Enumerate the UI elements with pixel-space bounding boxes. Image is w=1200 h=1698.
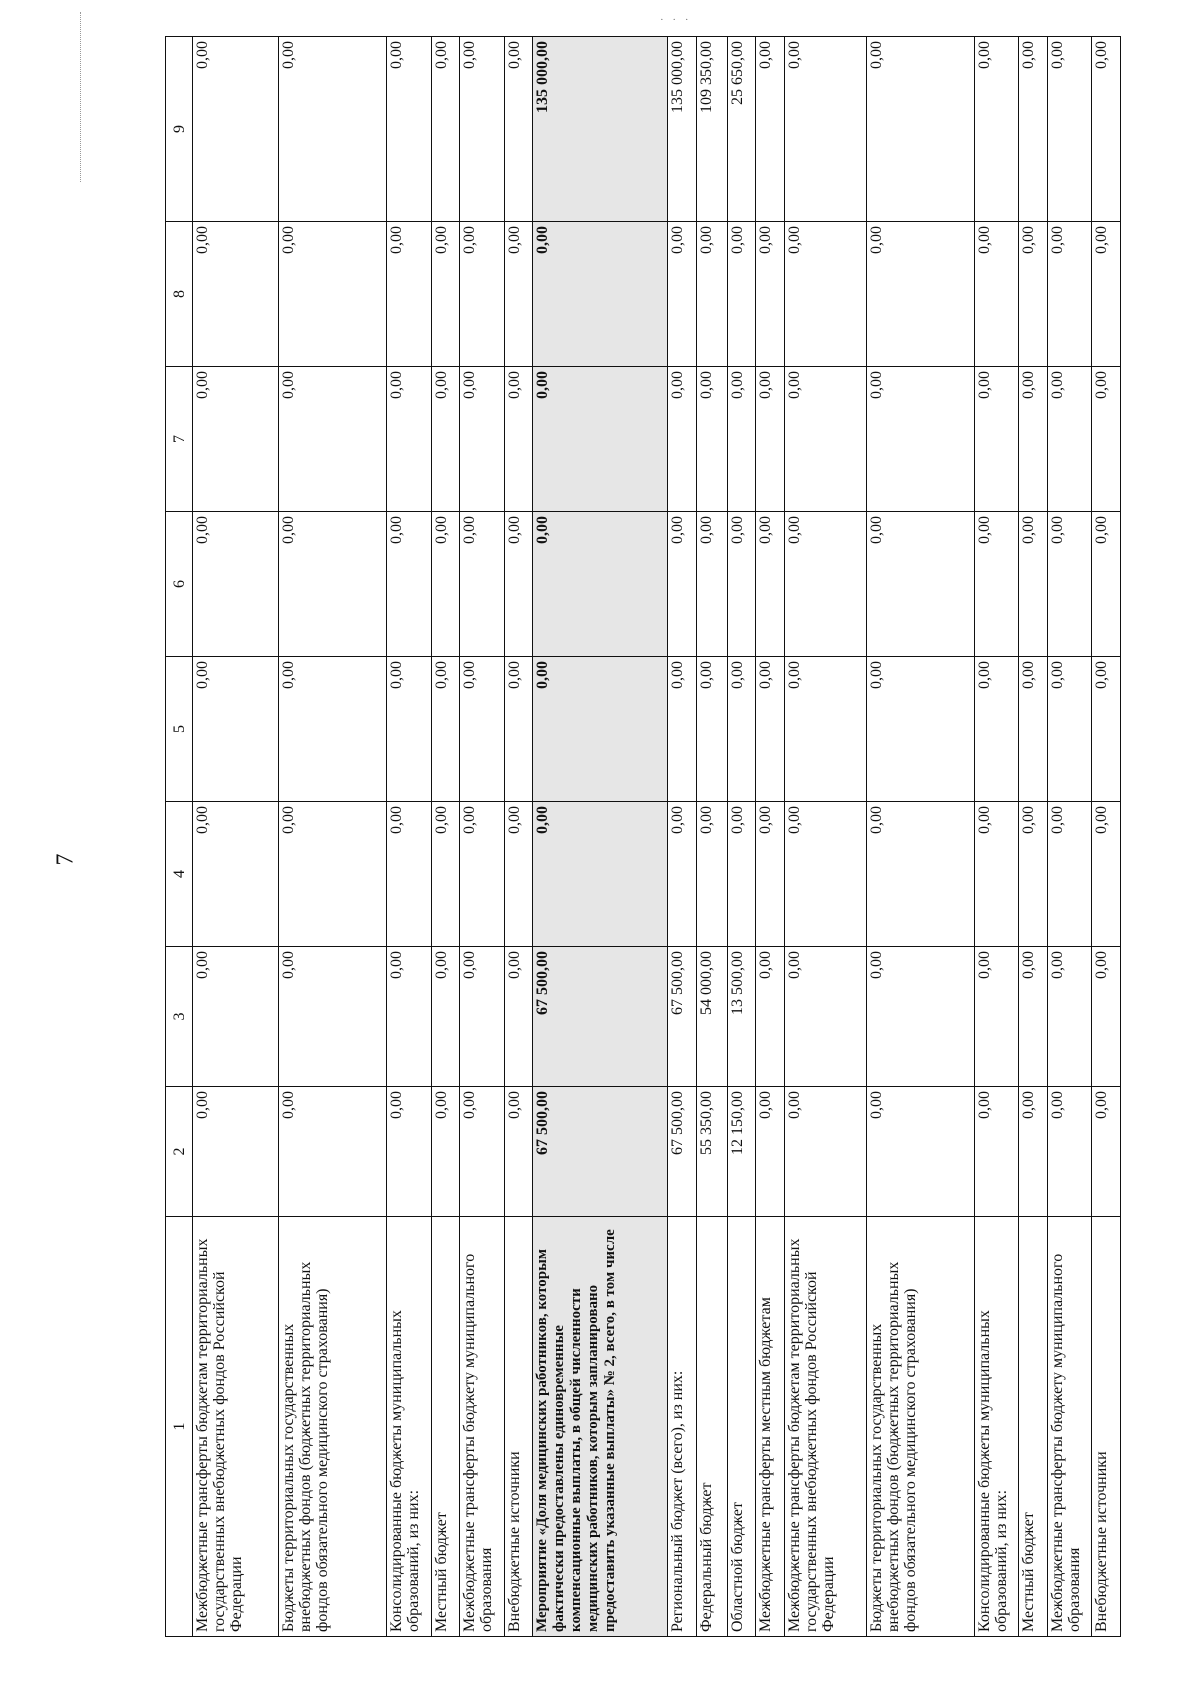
- value-cell: 0,00: [1019, 1087, 1048, 1217]
- value-cell: 0,00: [866, 367, 974, 512]
- value-cell: 0,00: [1047, 802, 1091, 947]
- value-cell: 0,00: [696, 802, 727, 947]
- header-cell: 1: [166, 1217, 193, 1637]
- row-label: Федеральный бюджет: [696, 1217, 727, 1637]
- value-cell: 0,00: [387, 947, 431, 1087]
- value-cell: 0,00: [504, 947, 533, 1087]
- value-cell: 0,00: [785, 37, 867, 222]
- table-row: [696, 37, 727, 1637]
- row-label: Межбюджетные трансферты бюджету муниципального образования: [1047, 1217, 1091, 1637]
- value-cell: 0,00: [866, 947, 974, 1087]
- table-row: [727, 37, 756, 1637]
- value-cell: 0,00: [431, 657, 460, 802]
- value-cell: 67 500,00: [533, 947, 667, 1087]
- row-label: Межбюджетные трансферты бюджетам территориальных государственных внебюджетных фондов Российской Федерации: [785, 1217, 867, 1637]
- row-label: Областной бюджет: [727, 1217, 756, 1637]
- value-cell: 55 350,00: [696, 1087, 727, 1217]
- value-cell: 0,00: [785, 222, 867, 367]
- value-cell: 0,00: [504, 1087, 533, 1217]
- value-cell: 0,00: [431, 947, 460, 1087]
- row-label: Консолидированные бюджеты муниципальных образований, из них:: [387, 1217, 431, 1637]
- row-label: Внебюджетные источники: [1092, 1217, 1121, 1637]
- value-cell: 0,00: [727, 222, 756, 367]
- value-cell: 0,00: [387, 657, 431, 802]
- header-cell: 8: [166, 222, 193, 367]
- value-cell: 0,00: [387, 802, 431, 947]
- value-cell: 0,00: [974, 37, 1018, 222]
- value-cell: 0,00: [387, 222, 431, 367]
- header-row: [166, 37, 193, 1637]
- value-cell: 0,00: [387, 1087, 431, 1217]
- table-row: [431, 37, 460, 1637]
- value-cell: 0,00: [1019, 802, 1048, 947]
- value-cell: 0,00: [504, 802, 533, 947]
- value-cell: 0,00: [785, 512, 867, 657]
- value-cell: 0,00: [866, 802, 974, 947]
- header-cell: 3: [166, 947, 193, 1087]
- value-cell: 135 000,00: [667, 37, 696, 222]
- value-cell: 0,00: [756, 367, 785, 512]
- table-row: [460, 37, 504, 1637]
- row-label: Консолидированные бюджеты муниципальных образований, из них:: [974, 1217, 1018, 1637]
- value-cell: 54 000,00: [696, 947, 727, 1087]
- value-cell: 0,00: [431, 367, 460, 512]
- value-cell: 0,00: [460, 947, 504, 1087]
- value-cell: 0,00: [1092, 222, 1121, 367]
- value-cell: 0,00: [667, 367, 696, 512]
- value-cell: 0,00: [460, 222, 504, 367]
- value-cell: 0,00: [279, 222, 387, 367]
- value-cell: 0,00: [431, 37, 460, 222]
- value-cell: 0,00: [696, 367, 727, 512]
- row-label: Бюджеты территориальных государственных внебюджетных фондов (бюджетных территориальных фондов обязательного медицинского страхования): [279, 1217, 387, 1637]
- header-cell: 4: [166, 802, 193, 947]
- value-cell: 67 500,00: [533, 1087, 667, 1217]
- value-cell: 0,00: [431, 1087, 460, 1217]
- header-cell: 7: [166, 367, 193, 512]
- value-cell: 0,00: [279, 512, 387, 657]
- value-cell: 0,00: [504, 222, 533, 367]
- table-row: [193, 37, 279, 1637]
- row-label: Мероприятие «Доля медицинских работников, которым фактически предоставлены единовременные компенсационные выплаты, в общей численности медицинских работников, которым запланировано предоставить указанные выплаты» № 2, всего, в том числе: [533, 1217, 667, 1637]
- value-cell: 0,00: [785, 802, 867, 947]
- value-cell: 0,00: [1047, 222, 1091, 367]
- value-cell: 0,00: [1019, 657, 1048, 802]
- header-cell: 2: [166, 1087, 193, 1217]
- value-cell: 0,00: [866, 657, 974, 802]
- row-label: Бюджеты территориальных государственных внебюджетных фондов (бюджетных территориальных фондов обязательного медицинского страхования): [866, 1217, 974, 1637]
- value-cell: 0,00: [756, 802, 785, 947]
- header-cell: 9: [166, 37, 193, 222]
- value-cell: 0,00: [1092, 37, 1121, 222]
- row-label: Местный бюджет: [431, 1217, 460, 1637]
- table-row: [785, 37, 867, 1637]
- value-cell: 0,00: [1092, 947, 1121, 1087]
- value-cell: 67 500,00: [667, 1087, 696, 1217]
- value-cell: 0,00: [533, 512, 667, 657]
- value-cell: 0,00: [756, 222, 785, 367]
- value-cell: 0,00: [279, 657, 387, 802]
- table-row: [1092, 37, 1121, 1637]
- value-cell: 0,00: [727, 367, 756, 512]
- value-cell: 0,00: [279, 1087, 387, 1217]
- table-row: [279, 37, 387, 1637]
- row-label: Межбюджетные трансферты бюджетам территориальных государственных внебюджетных фондов Российской Федерации: [193, 1217, 279, 1637]
- value-cell: 0,00: [279, 367, 387, 512]
- value-cell: 0,00: [460, 512, 504, 657]
- row-label: Межбюджетные трансферты местным бюджетам: [756, 1217, 785, 1637]
- header-cell: 6: [166, 512, 193, 657]
- value-cell: 0,00: [504, 512, 533, 657]
- scan-artifact: · · ·: [660, 14, 692, 26]
- value-cell: 0,00: [696, 222, 727, 367]
- table-row: [533, 37, 667, 1637]
- value-cell: 0,00: [460, 657, 504, 802]
- value-cell: 0,00: [460, 802, 504, 947]
- table-row: [504, 37, 533, 1637]
- value-cell: 135 000,00: [533, 37, 667, 222]
- value-cell: 0,00: [193, 802, 279, 947]
- value-cell: 0,00: [431, 222, 460, 367]
- value-cell: 0,00: [387, 367, 431, 512]
- value-cell: 0,00: [974, 367, 1018, 512]
- value-cell: 0,00: [866, 222, 974, 367]
- value-cell: 0,00: [193, 367, 279, 512]
- value-cell: 0,00: [696, 657, 727, 802]
- value-cell: 0,00: [1019, 367, 1048, 512]
- value-cell: 0,00: [1092, 657, 1121, 802]
- value-cell: 0,00: [193, 657, 279, 802]
- value-cell: 25 650,00: [727, 37, 756, 222]
- page-number: 7: [52, 853, 79, 866]
- value-cell: 0,00: [727, 657, 756, 802]
- value-cell: 0,00: [1047, 657, 1091, 802]
- value-cell: 0,00: [1092, 1087, 1121, 1217]
- value-cell: 12 150,00: [727, 1087, 756, 1217]
- value-cell: 0,00: [504, 657, 533, 802]
- value-cell: 0,00: [460, 1087, 504, 1217]
- table-row: [756, 37, 785, 1637]
- value-cell: 0,00: [1047, 37, 1091, 222]
- table-row: [387, 37, 431, 1637]
- value-cell: 0,00: [279, 802, 387, 947]
- value-cell: 0,00: [1019, 947, 1048, 1087]
- value-cell: 0,00: [504, 37, 533, 222]
- value-cell: 0,00: [460, 367, 504, 512]
- value-cell: 0,00: [533, 367, 667, 512]
- value-cell: 0,00: [667, 657, 696, 802]
- value-cell: 0,00: [866, 512, 974, 657]
- value-cell: 0,00: [193, 1087, 279, 1217]
- value-cell: 0,00: [785, 367, 867, 512]
- value-cell: 0,00: [974, 222, 1018, 367]
- value-cell: 0,00: [1019, 37, 1048, 222]
- value-cell: 0,00: [193, 512, 279, 657]
- value-cell: 0,00: [974, 657, 1018, 802]
- value-cell: 0,00: [1092, 512, 1121, 657]
- value-cell: 109 350,00: [696, 37, 727, 222]
- value-cell: 0,00: [533, 802, 667, 947]
- value-cell: 0,00: [504, 367, 533, 512]
- value-cell: 0,00: [974, 512, 1018, 657]
- value-cell: 0,00: [431, 512, 460, 657]
- value-cell: 0,00: [460, 37, 504, 222]
- rotated-table-container: [165, 37, 1121, 1637]
- value-cell: 0,00: [1047, 947, 1091, 1087]
- value-cell: 0,00: [1019, 512, 1048, 657]
- value-cell: 0,00: [696, 512, 727, 657]
- budget-table: [165, 36, 1121, 1637]
- value-cell: 0,00: [279, 947, 387, 1087]
- row-label: Внебюджетные источники: [504, 1217, 533, 1637]
- value-cell: 0,00: [387, 512, 431, 657]
- value-cell: 0,00: [533, 222, 667, 367]
- value-cell: 0,00: [785, 657, 867, 802]
- value-cell: 0,00: [193, 222, 279, 367]
- value-cell: 0,00: [1092, 367, 1121, 512]
- table-row: [866, 37, 974, 1637]
- value-cell: 0,00: [387, 37, 431, 222]
- value-cell: 0,00: [1047, 1087, 1091, 1217]
- value-cell: 0,00: [1047, 367, 1091, 512]
- value-cell: 0,00: [533, 657, 667, 802]
- row-label: Местный бюджет: [1019, 1217, 1048, 1637]
- value-cell: 0,00: [974, 802, 1018, 947]
- value-cell: 0,00: [667, 512, 696, 657]
- value-cell: 0,00: [756, 657, 785, 802]
- row-label: Региональный бюджет (всего), из них:: [667, 1217, 696, 1637]
- value-cell: 0,00: [431, 802, 460, 947]
- value-cell: 13 500,00: [727, 947, 756, 1087]
- value-cell: 0,00: [193, 37, 279, 222]
- value-cell: 67 500,00: [667, 947, 696, 1087]
- value-cell: 0,00: [1047, 512, 1091, 657]
- row-label: Межбюджетные трансферты бюджету муниципального образования: [460, 1217, 504, 1637]
- value-cell: 0,00: [1092, 802, 1121, 947]
- value-cell: 0,00: [785, 1087, 867, 1217]
- value-cell: 0,00: [866, 1087, 974, 1217]
- table-row: [974, 37, 1018, 1637]
- value-cell: 0,00: [974, 1087, 1018, 1217]
- table-row: [667, 37, 696, 1637]
- value-cell: 0,00: [279, 37, 387, 222]
- value-cell: 0,00: [667, 802, 696, 947]
- value-cell: 0,00: [866, 37, 974, 222]
- value-cell: 0,00: [974, 947, 1018, 1087]
- value-cell: 0,00: [727, 802, 756, 947]
- table-row: [1047, 37, 1091, 1637]
- value-cell: 0,00: [667, 222, 696, 367]
- value-cell: 0,00: [756, 512, 785, 657]
- header-cell: 5: [166, 657, 193, 802]
- value-cell: 0,00: [785, 947, 867, 1087]
- value-cell: 0,00: [756, 947, 785, 1087]
- value-cell: 0,00: [756, 37, 785, 222]
- value-cell: 0,00: [193, 947, 279, 1087]
- table-row: [1019, 37, 1048, 1637]
- value-cell: 0,00: [727, 512, 756, 657]
- scan-margin-marks: [80, 12, 85, 182]
- value-cell: 0,00: [756, 1087, 785, 1217]
- value-cell: 0,00: [1019, 222, 1048, 367]
